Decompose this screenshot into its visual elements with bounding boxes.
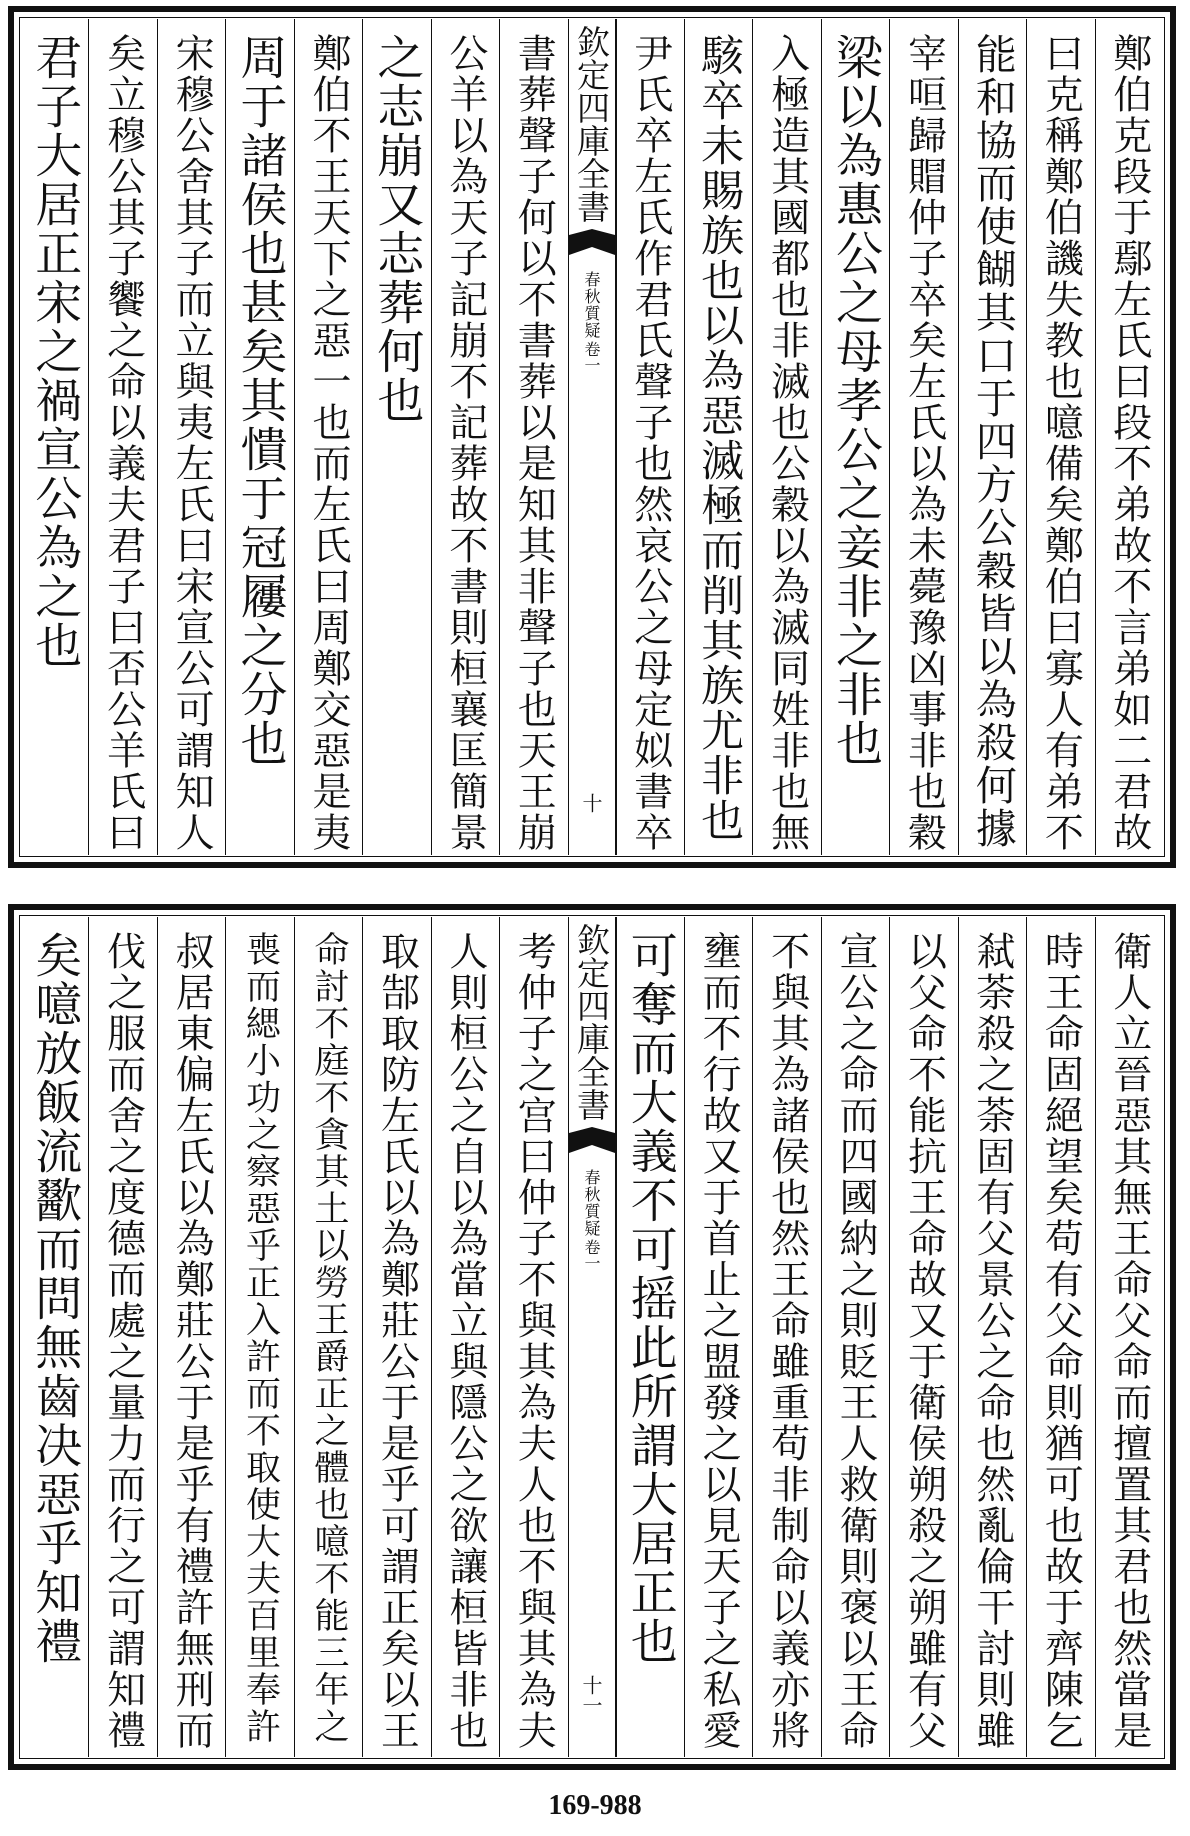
column-text: 君子大居正宋之禍宣公為之也	[27, 33, 83, 670]
top-page-frame	[8, 6, 1176, 868]
column-text: 以父命不能抗王命故又于衛侯朔殺之朔雖有父	[901, 931, 947, 1751]
bottom-text-columns	[21, 917, 1163, 1757]
series-title: 欽定四庫全書	[572, 25, 611, 223]
text-column	[752, 917, 820, 1757]
text-column	[684, 19, 752, 855]
text-column	[225, 917, 293, 1757]
text-column	[21, 917, 88, 1757]
column-text: 周于諸侯也甚矣其憒于冠屨之分也	[232, 33, 288, 768]
column-text: 壅而不行故又于首止之盟發之以見天子之私愛	[696, 931, 742, 1751]
text-column	[499, 19, 567, 855]
text-column	[889, 917, 957, 1757]
column-text: 伐之服而舍之度德而處之量力而行之可謂知禮	[100, 931, 146, 1751]
volume-label: 卷一	[582, 1239, 601, 1271]
column-text: 弒荼殺之荼固有父景公之命也然亂倫干討則雖	[969, 931, 1015, 1751]
column-text: 鄭伯克段于鄢左氏曰段不弟故不言弟如二君故	[1106, 33, 1152, 853]
text-column	[431, 917, 499, 1757]
fishtail-mark-icon	[569, 229, 615, 263]
column-text: 時王命固絕望矣苟有父命則猶可也故于齊陳乞	[1038, 931, 1084, 1751]
column-text: 宋穆公舍其子而立與夷左氏曰宋宣公可謂知人	[169, 33, 215, 853]
column-text: 入極造其國都也非滅也公穀以為滅同姓非也無	[764, 33, 810, 853]
text-column	[499, 917, 567, 1757]
column-text: 尹氏卒左氏作君氏聲子也然哀公之母定姒書卒	[627, 33, 673, 853]
text-column	[362, 917, 430, 1757]
column-text: 宣公之命而四國納之則貶王人救衛則褒以王命	[833, 931, 879, 1751]
text-column	[294, 917, 362, 1757]
fishtail-mark-icon	[569, 1127, 615, 1161]
book-title: 春秋質疑	[582, 1169, 601, 1237]
column-text: 曰克稱鄭伯譏失教也噫備矣鄭伯曰寡人有弟不	[1038, 33, 1084, 853]
text-column	[21, 19, 88, 855]
text-column	[616, 19, 684, 855]
text-column	[821, 917, 889, 1757]
column-text: 喪而緦小功之察惡乎正入許而不取使大夫百里奉許	[240, 931, 281, 1745]
text-column	[1095, 917, 1163, 1757]
column-text: 可奪而大義不可摇此所謂大居正也	[622, 931, 678, 1666]
text-column	[225, 19, 293, 855]
bottom-page-frame	[8, 904, 1176, 1770]
text-column	[157, 917, 225, 1757]
text-column	[684, 917, 752, 1757]
book-title: 春秋質疑	[582, 271, 601, 339]
column-text: 梁以為惠公之母孝公之妾非之非也	[828, 33, 884, 768]
text-column	[88, 917, 156, 1757]
text-column	[889, 19, 957, 855]
text-column	[294, 19, 362, 855]
text-column	[752, 19, 820, 855]
column-text: 衛人立晉惡其無王命父命而擅置其君也然當是	[1106, 931, 1152, 1751]
page-number: 169-988	[548, 1790, 642, 1821]
column-text: 叔居東偏左氏以為鄭莊公于是乎有禮許無刑而	[169, 931, 215, 1751]
column-text: 能和協而使餬其口于四方公穀皆以為殺何據	[968, 33, 1017, 850]
top-text-columns	[21, 19, 1163, 855]
text-column	[1026, 19, 1094, 855]
series-title: 欽定四庫全書	[572, 923, 611, 1121]
text-column	[821, 19, 889, 855]
text-column	[157, 19, 225, 855]
text-column	[1026, 917, 1094, 1757]
column-text: 公羊以為天子記崩不記葬故不書則桓襄匡簡景	[442, 33, 488, 853]
column-text: 矣立穆公其子饗之命以義夫君子曰否公羊氏曰	[100, 33, 146, 853]
column-text: 書葬聲子何以不書葬以是知其非聲子也天王崩	[511, 33, 557, 853]
center-fold	[568, 19, 616, 855]
column-text: 宰咺歸賵仲子卒矣左氏以為未薨豫凶事非也穀	[901, 33, 947, 853]
text-column	[1095, 19, 1163, 855]
column-text: 取郜取防左氏以為鄭莊公于是乎可謂正矣以王	[374, 931, 420, 1751]
text-column	[431, 19, 499, 855]
column-text: 不與其為諸侯也然王命雖重苟非制命以義亦將	[764, 931, 810, 1751]
folio-number: 十一	[579, 1675, 603, 1715]
folio-number: 十	[579, 793, 603, 813]
column-text: 人則桓公之自以為當立與隱公之欲讓桓皆非也	[442, 931, 488, 1751]
column-text: 考仲子之宫曰仲子不與其為夫人也不與其為夫	[511, 931, 557, 1751]
column-text: 命討不庭不貪其土以勞王爵正之體也噫不能三年之	[308, 931, 349, 1745]
column-text: 矣噫放飯流歠而問無齒决惡乎知禮	[27, 931, 83, 1666]
column-text: 鄭伯不王天下之惡一也而左氏曰周鄭交惡是夷	[305, 33, 351, 853]
text-column	[958, 917, 1026, 1757]
column-text: 之志崩又志葬何也	[369, 33, 425, 425]
center-fold	[568, 917, 616, 1757]
text-column	[616, 917, 684, 1757]
column-text: 駭卒未賜族也以為惡滅極而削其族尤非也	[694, 33, 745, 843]
text-column	[958, 19, 1026, 855]
text-column	[88, 19, 156, 855]
volume-label: 卷一	[582, 341, 601, 373]
text-column	[362, 19, 430, 855]
